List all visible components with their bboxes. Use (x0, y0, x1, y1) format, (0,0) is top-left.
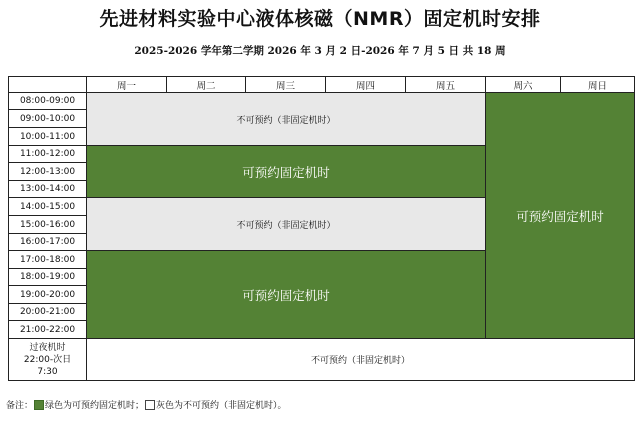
header-day-tue: 周二 (167, 77, 246, 93)
time-slot: 13:00-14:00 (9, 181, 87, 198)
header-corner (9, 77, 87, 93)
header-day-mon: 周一 (87, 77, 167, 93)
schedule-table (8, 76, 635, 381)
time-slot: 17:00-18:00 (9, 251, 87, 269)
time-slot: 14:00-15:00 (9, 198, 87, 216)
weekday-evening-block: 可预约固定机时 (87, 251, 486, 339)
grey-legend-swatch (145, 400, 155, 410)
weekday-afternoon-block: 不可预约（非固定机时） (87, 198, 486, 251)
footnote (6, 398, 287, 411)
time-slot: 21:00-22:00 (9, 321, 87, 339)
footnote-prefix: 备注： (6, 401, 34, 411)
header-day-sun: 周日 (561, 77, 634, 93)
time-slot: 20:00-21:00 (9, 304, 87, 321)
page-title: 先进材料实验中心液体核磁（NMR）固定机时安排 (99, 8, 541, 30)
green-legend-swatch (34, 400, 44, 410)
overnight-end: 7:30 (37, 366, 58, 377)
weekday-morning-block: 不可预约（非固定机时） (87, 93, 486, 146)
time-slot: 12:00-13:00 (9, 163, 87, 181)
weekend-block: 可预约固定机时 (486, 93, 634, 339)
time-slot: 16:00-17:00 (9, 234, 87, 251)
header-day-wed: 周三 (246, 77, 326, 93)
time-slot: 19:00-20:00 (9, 286, 87, 304)
time-slot: 11:00-12:00 (9, 146, 87, 163)
header-day-fri: 周五 (406, 77, 486, 93)
time-slot: 15:00-16:00 (9, 216, 87, 234)
overnight-time-slot (9, 339, 87, 380)
time-slot: 10:00-11:00 (9, 128, 87, 146)
header-day-thu: 周四 (326, 77, 406, 93)
semester-subtitle: 2025-2026 学年第二学期 2026 年 3 月 2 日-2026 年 7 月 5 日 共 18 周 (134, 45, 506, 57)
footnote-grey-text: 灰色为不可预约（非固定机时）。 (156, 401, 287, 411)
time-slot: 08:00-09:00 (9, 93, 87, 110)
overnight-start: 22:00-次日 (23, 354, 72, 365)
overnight-block: 不可预约（非固定机时） (87, 339, 634, 380)
footnote-green-text: 绿色为可预约固定机时； (45, 401, 145, 411)
time-slot: 18:00-19:00 (9, 269, 87, 286)
weekday-noon-block: 可预约固定机时 (87, 146, 486, 198)
time-slot: 09:00-10:00 (9, 110, 87, 128)
overnight-label: 过夜机时 (29, 342, 66, 353)
header-day-sat: 周六 (486, 77, 561, 93)
